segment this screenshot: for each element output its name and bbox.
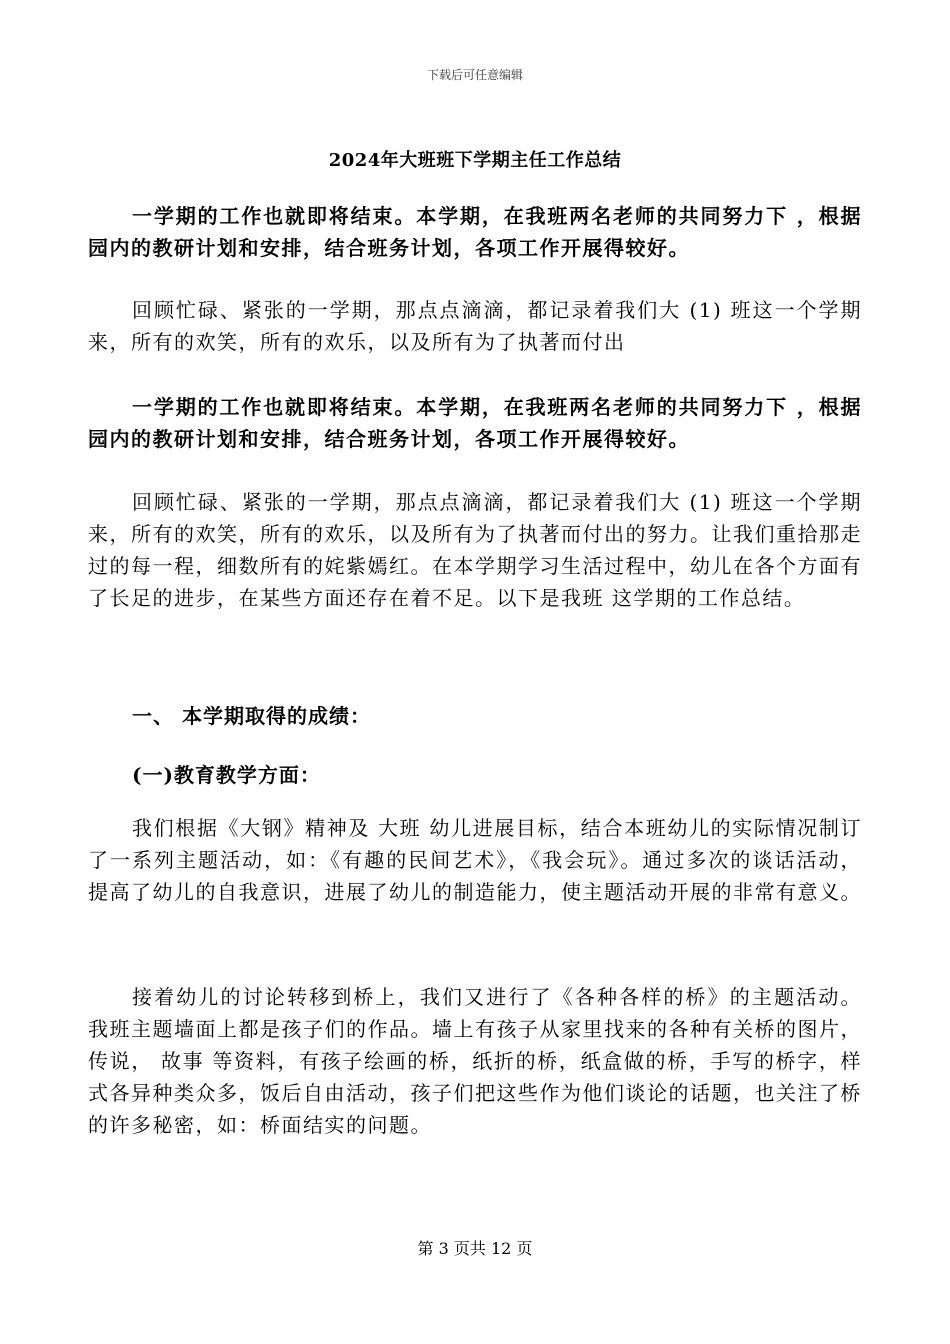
review-paragraph-1: 回顾忙碌、紧张的一学期，那点点滴滴，都记录着我们大 (1) 班这一个学期来，所有的欢笑，所有的欢乐，以及所有为了执著而付出 [88,298,862,354]
page-number: 第 3 页共 12 页 [417,1239,533,1258]
subsection-heading: (一)教育教学方面： [132,763,321,787]
teaching-paragraph: 我们根据《大钢》精神及 大班 幼儿进展目标，结合本班幼儿的实际情况制订了一系列主题活动，如：《有趣的民间艺术》，《我会玩》。通过多次的谈话活动，提高了幼儿的自我意识，进展了幼儿的制造能力，使主题活动开展的非常有意义。 [88,816,862,904]
section-heading: 一、 本学期取得的成绩： [132,704,371,728]
document-title: 2024年大班班下学期主任工作总结 [328,150,622,171]
intro-paragraph-2: 一学期的工作也就即将结束。本学期，在我班两名老师的共同努力下 ，根据园内的教研计划和安排，结合班务计划，各项工作开展得较好。 [88,395,862,451]
header-note: 下载后可任意编辑 [426,68,523,82]
review-paragraph-2: 回顾忙碌、紧张的一学期，那点点滴滴，都记录着我们大 (1) 班这一个学期来，所有的欢笑，所有的欢乐，以及所有为了执著而付出的努力。让我们重拾那走过的每一程，细数所有的姹紫嫣红。在本学期学习生活过程中，幼儿在各个方面有了长足的进步，在某些方面还存在着不足。以下是我班 这学期的工作总结。 [88,490,862,610]
bridge-theme-paragraph: 接着幼儿的讨论转移到桥上，我们又进行了《各种各样的桥》的主题活动。我班主题墙面上都是孩子们的作品。墙上有孩子从家里找来的各种有关桥的图片，传说， 故事 等资料，有孩子绘画的桥，纸折的桥，纸盒做的桥，手写的桥字，样式各异种类众多，饭后自由活动，孩子们把这些作为他们谈论的话题，也关注了桥的许多秘密，如：桥面结实的问题。 [88,985,862,1137]
intro-paragraph-1: 一学期的工作也就即将结束。本学期，在我班两名老师的共同努力下 ，根据园内的教研计划和安排，结合班务计划，各项工作开展得较好。 [88,204,862,260]
